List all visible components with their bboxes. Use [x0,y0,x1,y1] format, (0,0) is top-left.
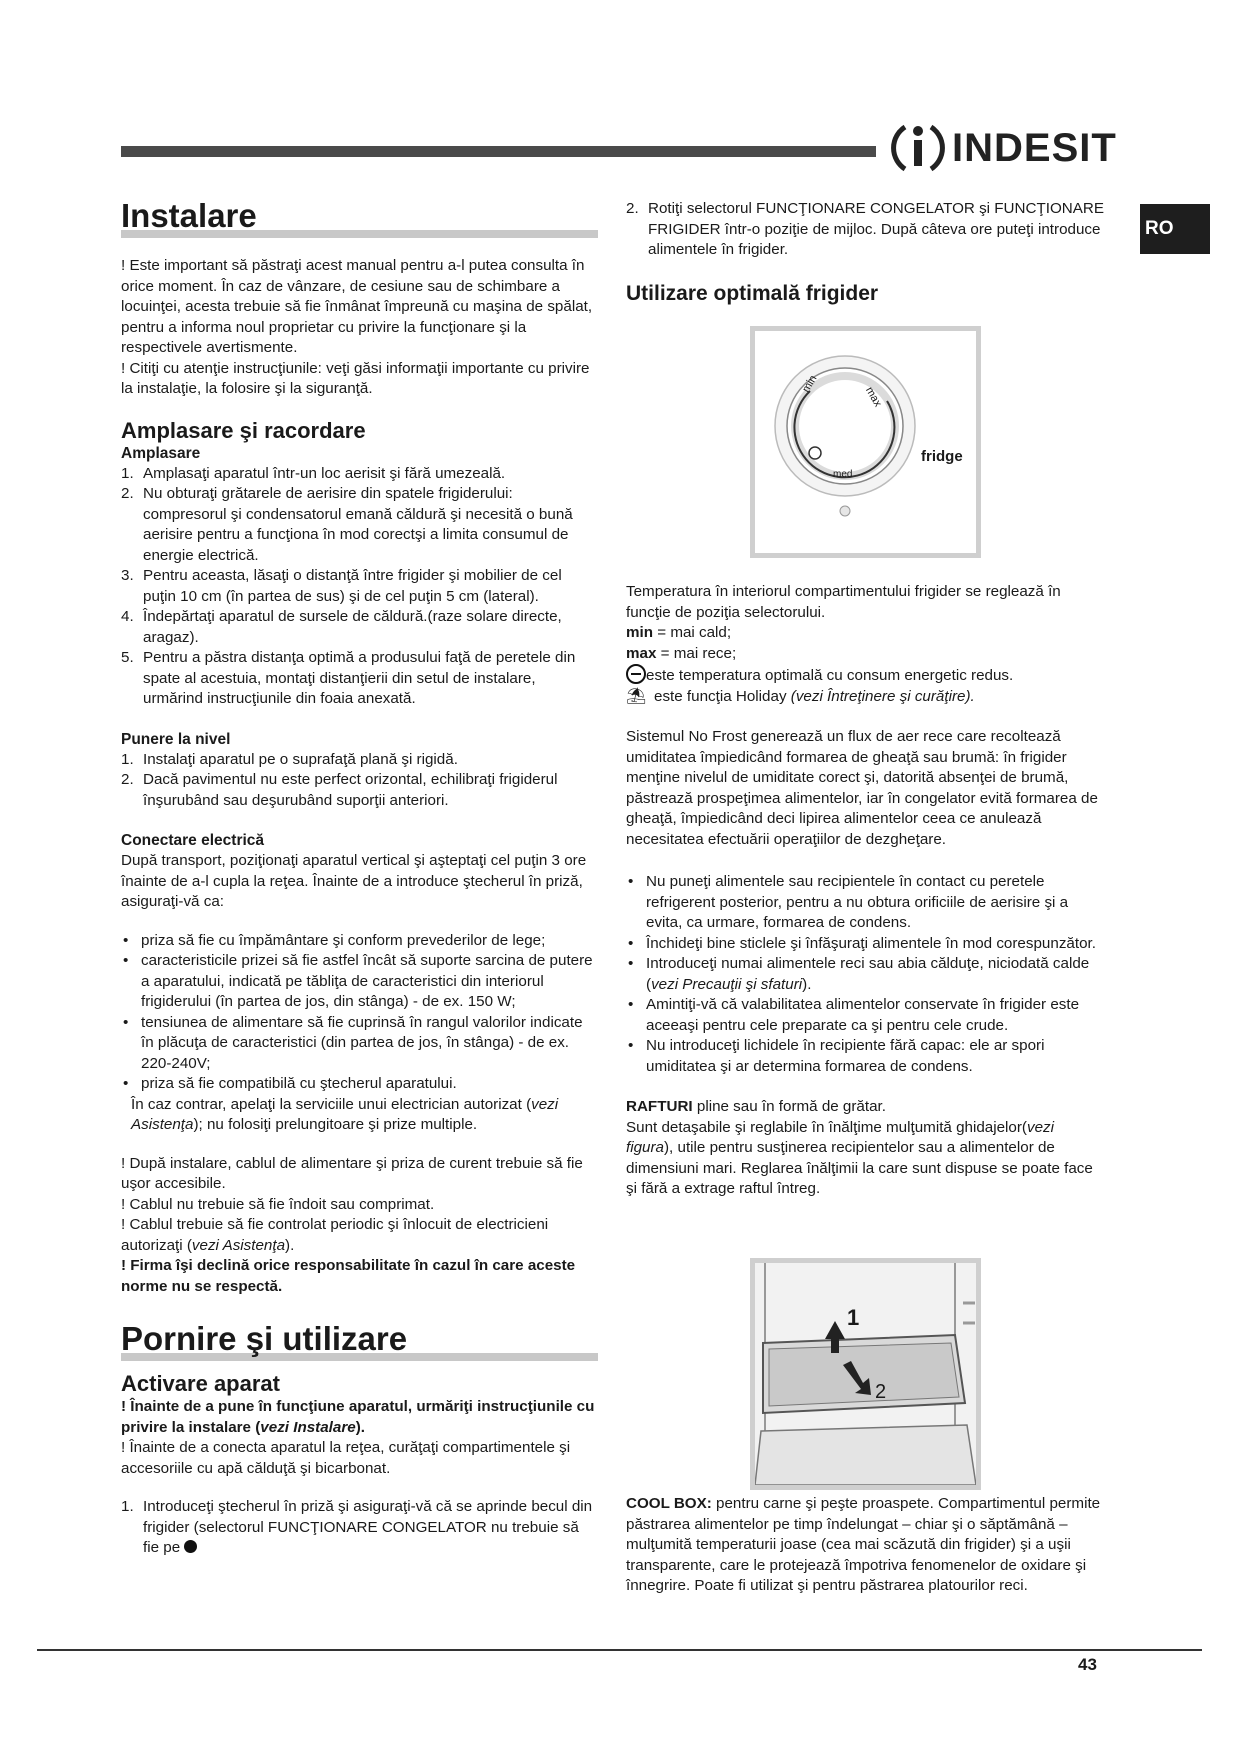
list-item: • tensiunea de alimentare să fie cuprinsă în rangul valorilor indicate în plăcuţa de caracteristici (din partea de jos, în stânga) - de ex. 220-240V; [123,1013,583,1072]
coolbox-paragraph: COOL BOX: pentru carne şi peşte proaspete. Compartimentul permite păstrarea alimentelor pe timp îndelungat – chiar şi o săptămână – mulţumită temperaturii joase (cea mai scăzută din frigider) şi a uşii transparente, care le protejează împotriva fenomenelor de oxidare şi înnegrire. Poate fi utilizat şi pentru păstrarea platourilor reci. [626,1495,1101,1594]
warning-3: ! Cablul trebuie să fie controlat periodic şi înlocuit de electricieni autorizaţi (vezi Asistenţa). [121,1216,549,1254]
warning-1: ! După instalare, cablul de alimentare şi priza de curent trebuie să fie uşor accesibile. [121,1154,583,1192]
list-item: 1. Instalaţi aparatul pe o suprafaţă plană şi rigidă. [121,750,458,768]
max-line: max = mai rece; [626,644,737,662]
activare-list-continued [626,199,1104,261]
list-item: • Închideţi bine sticlele şi înfăşuraţi alimentele în mod corespunzător. [628,934,1096,952]
brand-logo [888,118,1117,178]
indesit-logo-icon [888,118,948,178]
thermostat-dial-figure [750,326,981,558]
amplasare-subtitle: Amplasare [121,444,201,462]
activare-list [121,1497,598,1559]
list-item: 1. Amplasaţi aparatul într-un loc aerisit şi fără umezeală. [121,464,506,482]
language-tab: RO [1140,204,1210,254]
warning-4: ! Firma îşi declină orice responsabilitate în cazul în care aceste norme nu se respectă. [121,1257,576,1295]
amplasare-list [121,464,598,710]
page-number: 43 [1078,1655,1097,1674]
dial-caption: fridge [921,448,963,465]
list-item: 2. Nu obturaţi grătarele de aerisire din spatele frigiderului: compresorul şi condensatorul emană căldură şi necesită o bună aerisire pentru a funcţiona în mod corectşi a limita consumul de energie electrică. [121,485,573,564]
list-item: • Amintiţi-vă că valabilitatea alimentelor conservate în frigider este aceeaşi pentru cele preparate ca şi pentru cele crude. [628,996,1080,1034]
dial-illustration [755,331,976,553]
right-column [626,199,1104,307]
list-item: • Nu puneţi alimentele sau recipientele în contact cu peretele refrigerent posterior, pentru a nu obtura orificiile de aerisire şi a evita, ca urmare, formarea de condens. [628,873,1069,931]
activare-title: Activare aparat [121,1371,280,1396]
intro-paragraph-1: ! Este important să păstraţi acest manual pentru a-l putea consulta în orice moment. În caz de vânzare, de cesiune sau de schimbare a locuinţei, acesta trebuie să fie înmânat împreună cu maşina de spălat, pentru a informa noul proprietar cu privire la funcţionare şi la respectivele avertismente. [121,257,593,356]
list-item: 1. Introduceţi ştecherul în priză şi asiguraţi-vă că se aprinde becul din frigider (selectorul FUNCŢIONARE CONGELATOR nu trebuie să fie pe [121,1498,593,1556]
list-item: 4. Îndepărtaţi aparatul de sursele de căldură.(raze solare directe, aragaz). [121,608,562,646]
tips-list [626,872,1104,1077]
list-item: 5. Pentru a păstra distanţa optimă a produsului faţă de peretele din spate al acestuia, montaţi distanţierii din setul de instalare, urmărind instrucţiunile din foaia anexată. [121,649,576,707]
coolbox-block [626,1494,1104,1597]
util-title: Utilizare optimală frigider [626,281,879,305]
footer-rule [37,1649,1202,1651]
temp-paragraph: Temperatura în interiorul compartimentului frigider se reglează în funcţie de poziţia selectorului. [626,583,1061,621]
shelf-figure [750,1258,981,1490]
header-rule [121,146,876,157]
list-item: • Introduceţi numai alimentele reci sau abia călduţe, niciodată calde (vezi Precauţii şi sfaturi). [628,955,1090,993]
list-item: • caracteristicile prizei să fie astfel încât să suporte sarcina de putere a aparatului, indicată pe tăbliţa de caracteristici din interiorul frigiderului (în partea de jos, din stânga) - de ex. 150 W; [123,952,593,1010]
nivel-title: Punere la nivel [121,730,231,748]
holiday-umbrella-icon: ⛱ [626,687,647,705]
rafturi-paragraph: Sunt detaşabile şi reglabile în înălţime mulţumită ghidajelor(vezi figura), utile pentru susţinerea recipientelor sau a alimentelor de dimensiuni mari. Reglarea înălţimii la care sunt dispuse se poate face şi fără a extrage raftul întreg. [626,1118,1093,1197]
shelf-illustration [755,1263,976,1485]
nofrost-paragraph: Sistemul No Frost generează un flux de aer rece care recoltează umiditatea împiedicând formarea de gheaţă sau brumă: în frigider menţine nivelul de umiditate corect şi, datorită absenţei de brumă, păstrează prospeţimea alimentelor, iar în congelator evită formarea de gheaţă, împiedicând deci lipirea alimentelor ceea ce anulează necesitatea efectuării operaţiilor de dezgheţare. [626,728,1098,848]
activare-warning: ! Înainte de a pune în funcţiune aparatul, urmăriţi instrucţiunile cu privire la instalare (vezi Instalare). [121,1398,595,1436]
intro-paragraph-2: ! Citiţi cu atenţie instrucţiunile: veţi găsi informaţii importante cu privire la instalaţie, la folosire şi la siguranţă. [121,359,590,397]
list-item: • priza să fie compatibilă cu ştecherul aparatului. [123,1075,457,1092]
right-column-body [626,582,1104,1200]
rafturi-line: RAFTURI pline sau în formă de grătar. [626,1098,886,1115]
list-item: 2. Rotiţi selectorul FUNCŢIONARE CONGELATOR şi FUNCŢIONARE FRIGIDER într-o poziţie de mijloc. După câteva ore puteţi introduce alimentele în frigider. [626,200,1104,258]
holiday-line: ⛱ este funcţia Holiday (vezi Întreţinere şi curăţire). [626,687,1104,708]
dial-min-label: min [800,373,820,395]
min-line: min = mai cald; [626,624,732,641]
electric-paragraph: După transport, poziţionaţi aparatul vertical şi aşteptaţi cel puţin 3 ore înainte de a-l cupla la reţea. Înainte de a introduce ştecherul în priză, asiguraţi-vă ca: [121,852,587,910]
eco-icon [626,664,646,684]
electric-bullets [121,931,598,1095]
list-item: 2. Dacă pavimentul nu este perfect orizontal, echilibraţi frigiderul înşurubând sau deşurubând suporţii anteriori. [121,771,558,809]
electric-title: Conectare electrică [121,832,265,849]
warning-2: ! Cablul nu trebuie să fie îndoit sau comprimat. [121,1195,435,1213]
shelf-step-1-label: 1 [847,1305,860,1330]
electric-after: În caz contrar, apelaţi la serviciile unui electrician autorizat (vezi Asistenţa); nu folosiţi prelungitoare şi prize multiple. [131,1095,559,1133]
amplasare-title: Amplasare şi racordare [121,417,366,443]
list-item: • Nu introduceţi lichidele în recipiente fără capac: ele ar spori umiditatea şi ar determina formarea de condens. [628,1037,1045,1075]
activare-paragraph: ! Înainte de a conecta aparatul la reţea, curăţaţi compartimentele şi accesoriile cu apă călduţă şi bicarbonat. [121,1439,571,1477]
section-title-pornire: Pornire şi utilizare [121,1320,408,1357]
brand-name: INDESIT [952,125,1117,170]
list-item: • priza să fie cu împământare şi conform prevederilor de lege; [123,931,546,949]
eco-line: este temperatura optimală cu consum energetic redus. [626,664,1104,687]
dial-med-label: med [833,469,853,480]
shelf-step-2-label: 2 [875,1381,887,1403]
dial-max-label: max [862,385,884,409]
left-column [121,196,598,1559]
list-item: 3. Pentru aceasta, lăsaţi o distanţă între frigider şi mobilier de cel puţin 10 cm (în partea de sus) şi de cel puţin 5 cm (lateral). [121,567,562,605]
nivel-list [121,750,598,812]
freezer-off-icon [184,1540,197,1553]
section-title-instalare: Instalare [121,197,257,234]
